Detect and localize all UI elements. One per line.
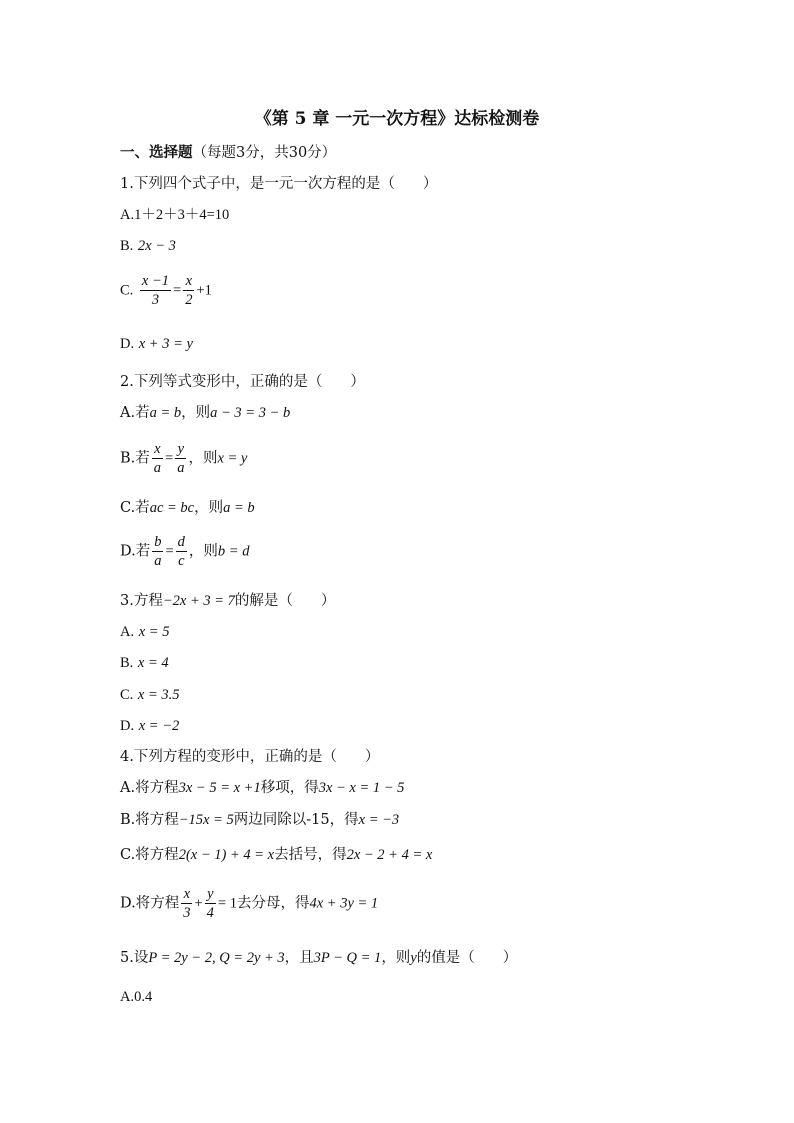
q1-c-fraction-1: $\frac{x -1}{3}$ xyxy=(141,273,170,308)
q3-option-d xyxy=(120,715,179,737)
q2-d-fraction-2: $\frac{d}{c}$ xyxy=(177,534,185,569)
q2-a-expr2: a − 3 = 3 − b xyxy=(210,405,291,421)
q1-b-label: B. xyxy=(120,238,134,254)
q3-b-expr: x = 4 xyxy=(137,655,169,671)
q2-option-a xyxy=(120,402,290,424)
q2-option-c xyxy=(120,497,255,519)
q4-a-mid: 移项，得 xyxy=(260,780,319,796)
q2-option-b xyxy=(120,440,247,477)
q3-d-label: D. xyxy=(120,718,135,734)
q1-option-b xyxy=(120,235,176,257)
q5-var: y xyxy=(410,950,417,966)
section-note: （每题3分，共30分） xyxy=(192,145,337,161)
q4-option-c xyxy=(120,844,432,866)
question-3-stem xyxy=(120,590,335,612)
q3-b-label: B. xyxy=(120,655,134,671)
q1-option-d xyxy=(120,333,193,355)
q2-a-then: ，则 xyxy=(181,405,211,421)
q4-b-expr1: −15x = 5 xyxy=(178,812,234,828)
q1-stem-close: ） xyxy=(422,176,438,192)
q4-a-expr1: 3x − 5 = x +1 xyxy=(178,780,261,796)
q5-mid2: ，则 xyxy=(381,950,411,966)
q5-expr2: 3P − Q = 1 xyxy=(313,950,382,966)
q3-c-label: C. xyxy=(120,687,134,703)
q4-d-fraction-1: $\frac{x}{3}$ xyxy=(183,886,191,921)
q2-d-eq: = xyxy=(165,543,174,560)
q1-d-label: D. xyxy=(120,336,135,352)
q2-b-then: ，则 xyxy=(188,450,218,467)
q1-b-expr: 2x − 3 xyxy=(137,238,176,254)
q2-stem-text: 2.下列等式变形中，正确的是（ xyxy=(120,374,323,390)
q5-mid: ，且 xyxy=(284,950,314,966)
q4-stem-close: ） xyxy=(364,749,380,765)
q4-d-fraction-2: $\frac{y}{4}$ xyxy=(206,886,214,921)
q2-c-label: C.若 xyxy=(120,500,150,516)
q3-stem-post: 的解是（ xyxy=(234,593,293,609)
q4-a-expr2: 3x − x = 1 − 5 xyxy=(318,780,405,796)
q4-stem-text: 4.下列方程的变形中，正确的是（ xyxy=(120,749,337,765)
q3-option-b xyxy=(120,652,169,674)
question-4-stem xyxy=(120,746,379,768)
question-1-stem xyxy=(120,173,437,195)
q4-c-pre: C.将方程 xyxy=(120,847,179,863)
section-heading xyxy=(120,142,336,164)
question-2-stem xyxy=(120,371,365,393)
q2-d-expr2: b = d xyxy=(217,543,250,560)
q2-b-label: B.若 xyxy=(120,450,150,467)
q1-d-expr: x + 3 = y xyxy=(138,336,193,352)
page-title: 《第 5 章 一元一次方程》达标检测卷 xyxy=(254,109,540,129)
q2-c-expr1: ac = bc xyxy=(149,500,195,516)
q1-option-a: A.1＋2＋3＋4=10 xyxy=(120,207,230,223)
q4-d-mid: 去分母，得 xyxy=(236,895,310,912)
q3-d-expr: x = −2 xyxy=(138,718,180,734)
q4-option-a xyxy=(120,777,404,799)
q2-a-label: A.若 xyxy=(120,405,150,421)
q3-option-a xyxy=(120,621,169,643)
q2-b-expr2: x = y xyxy=(217,450,248,467)
q3-stem-expr: −2x + 3 = 7 xyxy=(162,593,235,609)
q3-a-expr: x = 5 xyxy=(138,624,170,640)
q2-b-fraction-1: $\frac{x}{a}$ xyxy=(153,441,162,476)
q3-a-label: A. xyxy=(120,624,135,640)
q3-option-c xyxy=(120,684,180,706)
q4-d-plus: + xyxy=(194,895,203,912)
question-5-stem xyxy=(120,947,517,969)
section-label: 一、选择题 xyxy=(120,144,193,161)
q5-option-a: A.0.4 xyxy=(120,989,153,1005)
q1-c-rest: +1 xyxy=(196,282,212,299)
q5-expr1: P = 2y − 2, Q = 2y + 3 xyxy=(148,950,285,966)
q2-d-fraction-1: $\frac{b}{a}$ xyxy=(154,534,162,569)
q4-d-expr2: 4x + 3y = 1 xyxy=(309,895,379,912)
q2-option-d xyxy=(120,533,249,570)
q4-b-mid: 两边同除以-15，得 xyxy=(233,812,359,828)
q5-post: 的值是（ xyxy=(416,950,475,966)
q4-option-b xyxy=(120,809,399,831)
q1-c-label: C. xyxy=(120,282,134,299)
q1-option-c xyxy=(120,272,212,309)
q4-c-expr1: 2(x − 1) + 4 = x xyxy=(178,847,275,863)
q4-d-pre: D.将方程 xyxy=(120,895,180,912)
q5-pre: 5.设 xyxy=(120,950,149,966)
q4-a-pre: A.将方程 xyxy=(120,780,179,796)
q1-stem-text: 1.下列四个式子中，是一元一次方程的是（ xyxy=(120,176,395,192)
q4-d-eq: = 1 xyxy=(217,895,237,912)
q5-close: ） xyxy=(502,950,518,966)
q3-stem-close: ） xyxy=(320,593,336,609)
q2-d-label: D.若 xyxy=(120,543,151,560)
q4-b-expr2: x = −3 xyxy=(358,812,400,828)
q4-c-expr2: 2x − 2 + 4 = x xyxy=(346,847,433,863)
q4-option-d xyxy=(120,885,378,922)
q2-c-expr2: a = b xyxy=(223,500,255,516)
q4-b-pre: B.将方程 xyxy=(120,812,179,828)
q1-c-fraction-2: $\frac{x}{2}$ xyxy=(185,273,193,308)
q2-stem-close: ） xyxy=(350,374,365,390)
q4-c-mid: 去括号，得 xyxy=(274,847,347,863)
q2-a-expr1: a = b xyxy=(149,405,182,421)
q2-b-fraction-2: $\frac{y}{a}$ xyxy=(177,441,185,476)
q2-b-eq: = xyxy=(165,450,174,467)
q3-stem-pre: 3.方程 xyxy=(120,593,163,609)
q2-c-then: ，则 xyxy=(194,500,224,516)
q2-d-then: ，则 xyxy=(188,543,218,560)
q3-c-expr: x = 3.5 xyxy=(137,687,180,703)
q1-c-eq: = xyxy=(173,282,182,299)
